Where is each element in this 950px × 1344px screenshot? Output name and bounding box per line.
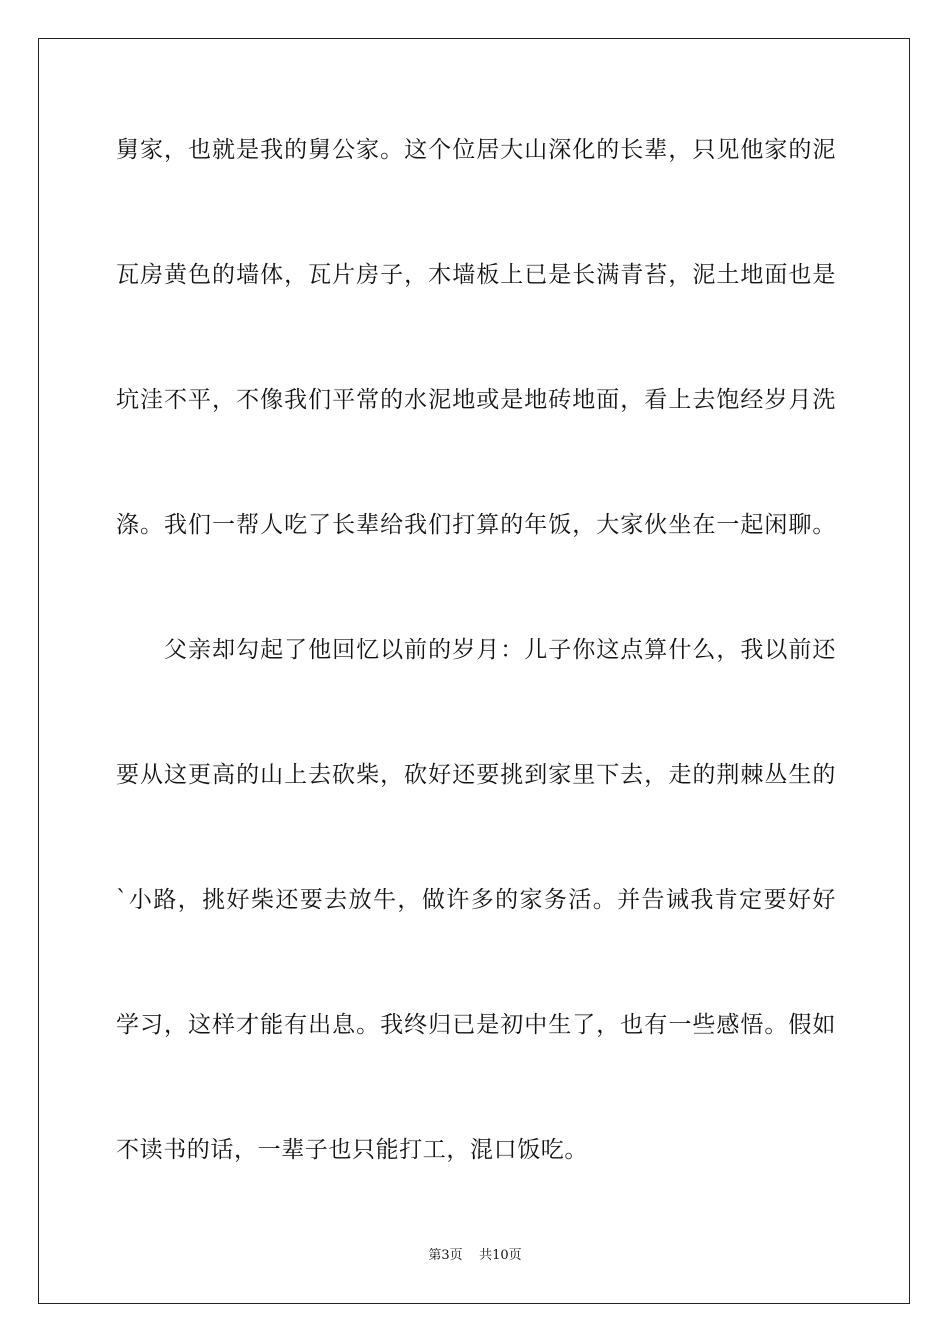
page-number-footer: 第3页 共10页 bbox=[428, 1248, 522, 1263]
text-line-7: `小路，挑好柴还要去放牛，做许多的家务活。并告诫我肯定要好好 bbox=[116, 887, 836, 913]
text-line-1: 舅家，也就是我的舅公家。这个位居大山深化的长辈，只见他家的泥 bbox=[116, 137, 836, 163]
text-line-2: 瓦房黄色的墙体，瓦片房子，木墙板上已是长满青苔，泥土地面也是 bbox=[116, 262, 836, 288]
text-line-9: 不读书的话，一辈子也只能打工，混口饭吃。 bbox=[116, 1137, 588, 1163]
text-line-5: 父亲却勾起了他回忆以前的岁月：儿子你这点算什么，我以前还 bbox=[116, 637, 836, 663]
text-line-8: 学习，这样才能有出息。我终归已是初中生了，也有一些感悟。假如 bbox=[116, 1012, 836, 1038]
text-line-6: 要从这更高的山上去砍柴，砍好还要挑到家里下去，走的荆棘丛生的 bbox=[116, 762, 836, 788]
page-border bbox=[38, 38, 910, 1304]
text-line-3: 坑洼不平，不像我们平常的水泥地或是地砖地面，看上去饱经岁月洗 bbox=[116, 387, 836, 413]
text-line-4: 涤。我们一帮人吃了长辈给我们打算的年饭，大家伙坐在一起闲聊。 bbox=[116, 512, 836, 538]
